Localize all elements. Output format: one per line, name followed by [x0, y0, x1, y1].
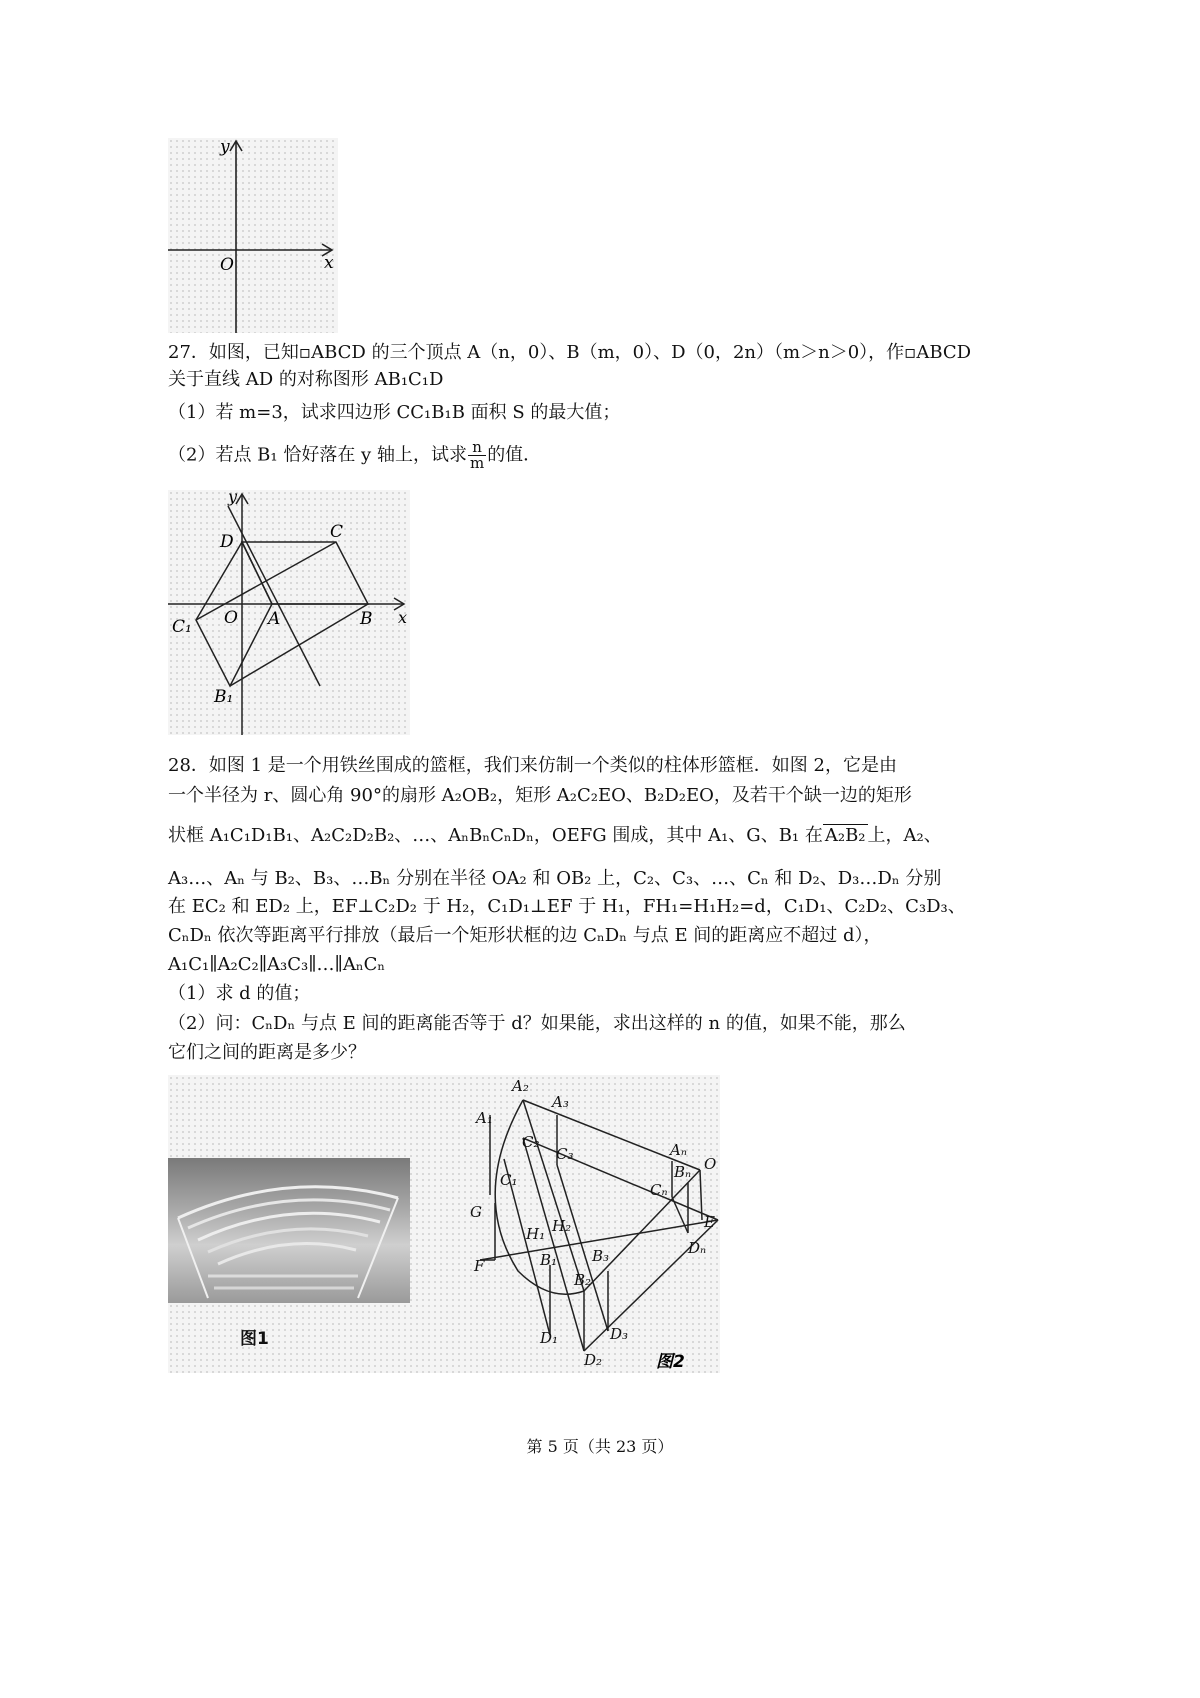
- q27-fraction-den: m: [469, 454, 485, 472]
- q28-arc-A2B2: A₂B₂: [824, 825, 866, 846]
- q27-part1: （1）若 m=3，试求四边形 CC₁B₁B 面积 S 的最大值；: [168, 402, 621, 423]
- axes-figure-svg: [168, 138, 338, 333]
- fig2-caption: 图2: [656, 1352, 685, 1372]
- axes-figure: [168, 138, 338, 333]
- fig2-Dn: Dₙ: [688, 1239, 707, 1257]
- q28-line1: 28．如图 1 是一个用铁丝围成的篮框，我们来仿制一个类似的柱体形篮框．如图 2，它是由: [168, 755, 897, 776]
- fig27-A-label: A: [268, 609, 281, 629]
- fig2-B2: B₂: [574, 1271, 592, 1289]
- fig27-B1-label: B₁: [214, 687, 234, 707]
- x-axis-label: x: [324, 253, 334, 273]
- q28-line3-a: 状框 A₁C₁D₁B₁、A₂C₂D₂B₂、…、AₙBₙCₙDₙ，OEFG 围成，其中 A₁、G、B₁ 在: [168, 825, 823, 846]
- fig2-D1: D₁: [540, 1329, 559, 1347]
- fig2-A1: A₁: [476, 1109, 493, 1127]
- q28-line4: A₃…、Aₙ 与 B₂、B₃、…Bₙ 分别在半径 OA₂ 和 OB₂ 上，C₂、C₃、…、Cₙ 和 D₂、D₃…Dₙ 分别: [168, 868, 942, 889]
- fig27-D-label: D: [220, 532, 234, 552]
- fig2-C1: C₁: [500, 1171, 518, 1189]
- q28-line3: [168, 823, 942, 849]
- fig2-G: G: [470, 1203, 482, 1221]
- y-axis-label: y: [220, 138, 230, 157]
- page-footer: 第 5 页（共 23 页）: [526, 1437, 674, 1456]
- fig2-H2: H₂: [552, 1217, 572, 1235]
- fig2-E: E: [704, 1213, 715, 1231]
- q28-part2-cont: 它们之间的距离是多少？: [168, 1042, 366, 1063]
- fig1-caption: 图1: [240, 1329, 269, 1349]
- fig2-A2: A₂: [512, 1077, 529, 1095]
- fig2-C2: C₂: [522, 1133, 540, 1151]
- fig2-D2: D₂: [584, 1351, 603, 1369]
- q27-part2: [168, 440, 541, 471]
- q28-part2: （2）问：CₙDₙ 与点 E 间的距离能否等于 d？如果能，求出这样的 n 的值，如果不能，那么: [168, 1013, 906, 1034]
- fig2-An: Aₙ: [670, 1141, 687, 1159]
- fig2-diagram: [460, 1075, 720, 1373]
- q27-part2-text-b: 的值．: [487, 444, 542, 466]
- basket-photo: [168, 1158, 410, 1303]
- fig27-O-label: O: [224, 608, 238, 628]
- q27-line1: 27．如图，已知▫ABCD 的三个顶点 A（n，0）、B（m，0）、D（0，2n）（m＞n＞0），作▫ABCD: [168, 342, 972, 363]
- fig2-O: O: [704, 1155, 717, 1173]
- q28-line5: 在 EC₂ 和 ED₂ 上，EF⊥C₂D₂ 于 H₂，C₁D₁⊥EF 于 H₁，FH₁=H₁H₂=d，C₁D₁、C₂D₂、C₃D₃、: [168, 896, 966, 917]
- q27-figure-svg: [168, 490, 410, 735]
- fig2-A3: A₃: [552, 1093, 569, 1111]
- origin-label: O: [220, 255, 234, 275]
- q27-fraction-num: n: [468, 440, 486, 456]
- q28-line7: A₁C₁∥A₂C₂∥A₃C₃∥…∥AₙCₙ: [168, 954, 386, 975]
- q27-figure: [168, 490, 410, 735]
- q27-fraction: [468, 440, 486, 471]
- fig27-y-label: y: [228, 490, 238, 506]
- fig2-B1: B₁: [540, 1251, 558, 1269]
- q28-line6: CₙDₙ 依次等距离平行排放（最后一个矩形状框的边 CₙDₙ 与点 E 间的距离应不超过 d），: [168, 925, 882, 946]
- fig2-C3: C₃: [556, 1145, 574, 1163]
- fig2-F: F: [474, 1257, 485, 1275]
- q27-part2-text-a: （2）若点 B₁ 恰好落在 y 轴上，试求: [168, 444, 467, 466]
- fig2-D3: D₃: [610, 1325, 629, 1343]
- fig2-H1: H₁: [526, 1225, 546, 1243]
- basket-photo-drawing: [168, 1158, 410, 1303]
- fig27-C1-label: C₁: [172, 617, 192, 637]
- fig2-B3: B₃: [592, 1247, 610, 1265]
- q28-part1: （1）求 d 的值；: [168, 983, 311, 1004]
- fig27-B-label: B: [360, 609, 373, 629]
- q27-line2: 关于直线 AD 的对称图形 AB₁C₁D: [168, 369, 444, 390]
- fig2-Bn: Bₙ: [674, 1163, 692, 1181]
- fig2-Cn: Cₙ: [650, 1181, 668, 1199]
- q28-line2: 一个半径为 r、圆心角 90°的扇形 A₂OB₂，矩形 A₂C₂EO、B₂D₂EO，及若干个缺一边的矩形: [168, 785, 912, 806]
- fig27-x-label: x: [398, 608, 408, 627]
- q28-line3-b: 上，A₂、: [867, 825, 942, 846]
- fig27-C-label: C: [330, 522, 344, 542]
